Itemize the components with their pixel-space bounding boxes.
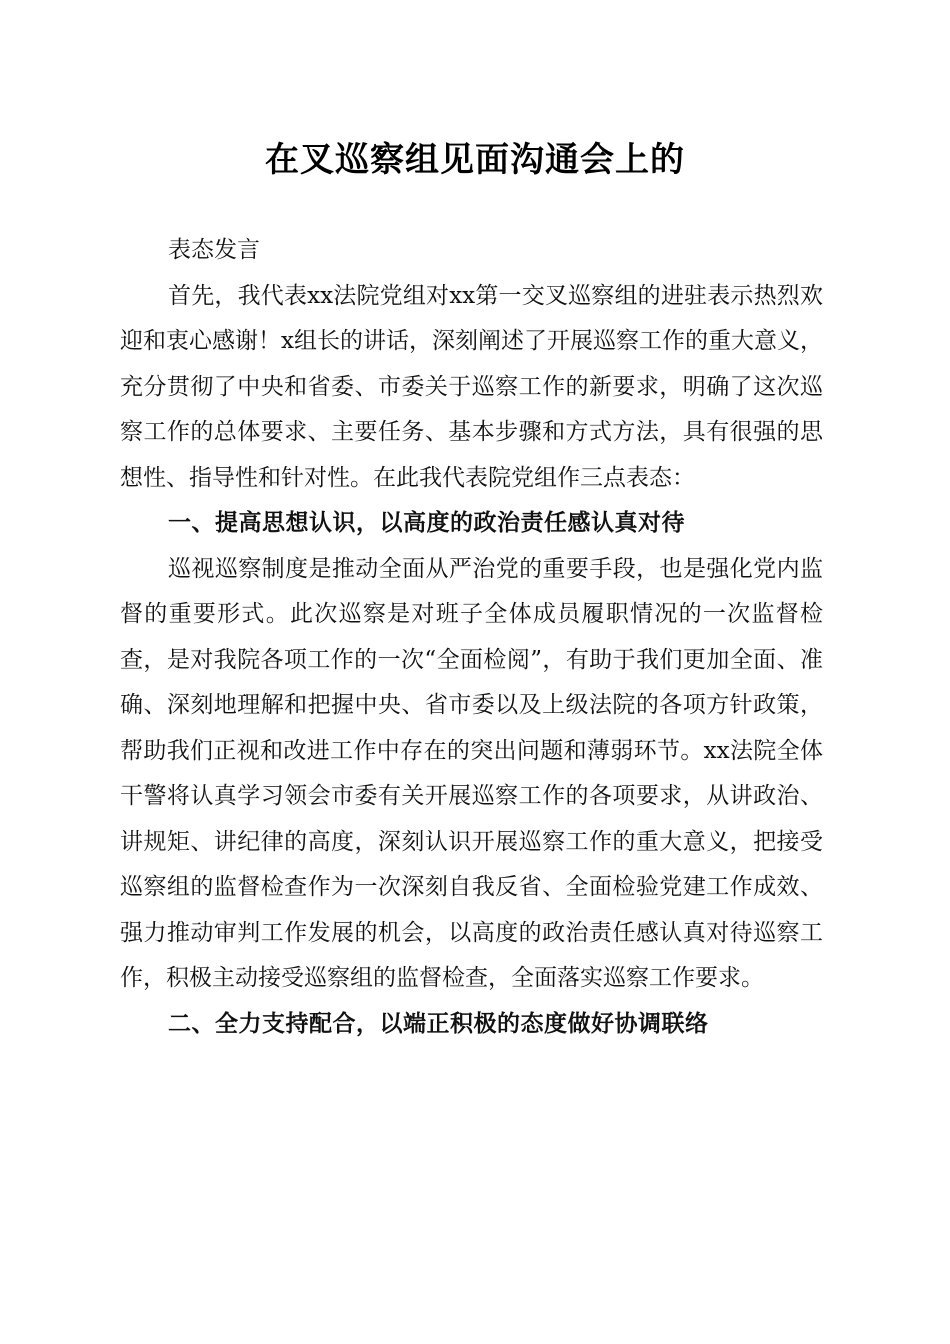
document-subtitle: 表态发言: [168, 237, 260, 263]
section-2-heading: 二、全力支持配合，以端正积极的态度做好协调联络: [168, 1010, 709, 1037]
section-1-heading: 一、提高思想认识，以高度的政治责任感认真对待: [168, 510, 685, 536]
document-body: [120, 228, 823, 1047]
section-1-paragraph: 巡视巡察制度是推动全面从严治党的重要手段，也是强化党内监督的重要形式。此次巡察是对班子全体成员履职情况的一次监督检查，是对我院各项工作的一次“全面检阅”，有助于我们更加全面、准确、深刻地理解和把握中央、省市委以及上级法院的各项方针政策，帮助我们正视和改进工作中存在的突出问题和薄弱环节。xx法院全体干警将认真学习领会市委有关开展巡察工作的各项要求，从讲政治、讲规矩、讲纪律的高度，深刻认识开展巡察工作的重大意义，把接受巡察组的监督检查作为一次深刻自我反省、全面检验党建工作成效、强力推动审判工作发展的机会，以高度的政治责任感认真对待巡察工作，积极主动接受巡察组的监督检查，全面落实巡察工作要求。: [120, 555, 823, 991]
intro-paragraph: 首先，我代表xx法院党组对xx第一交叉巡察组的进驻表示热烈欢迎和衷心感谢！x组长的讲话，深刻阐述了开展巡察工作的重大意义，充分贯彻了中央和省委、市委关于巡察工作的新要求，明确了这次巡察工作的总体要求、主要任务、基本步骤和方式方法，具有很强的思想性、指导性和针对性。在此我代表院党组作三点表态：: [120, 282, 823, 491]
document-title: 在叉巡察组见面沟通会上的: [265, 140, 685, 180]
